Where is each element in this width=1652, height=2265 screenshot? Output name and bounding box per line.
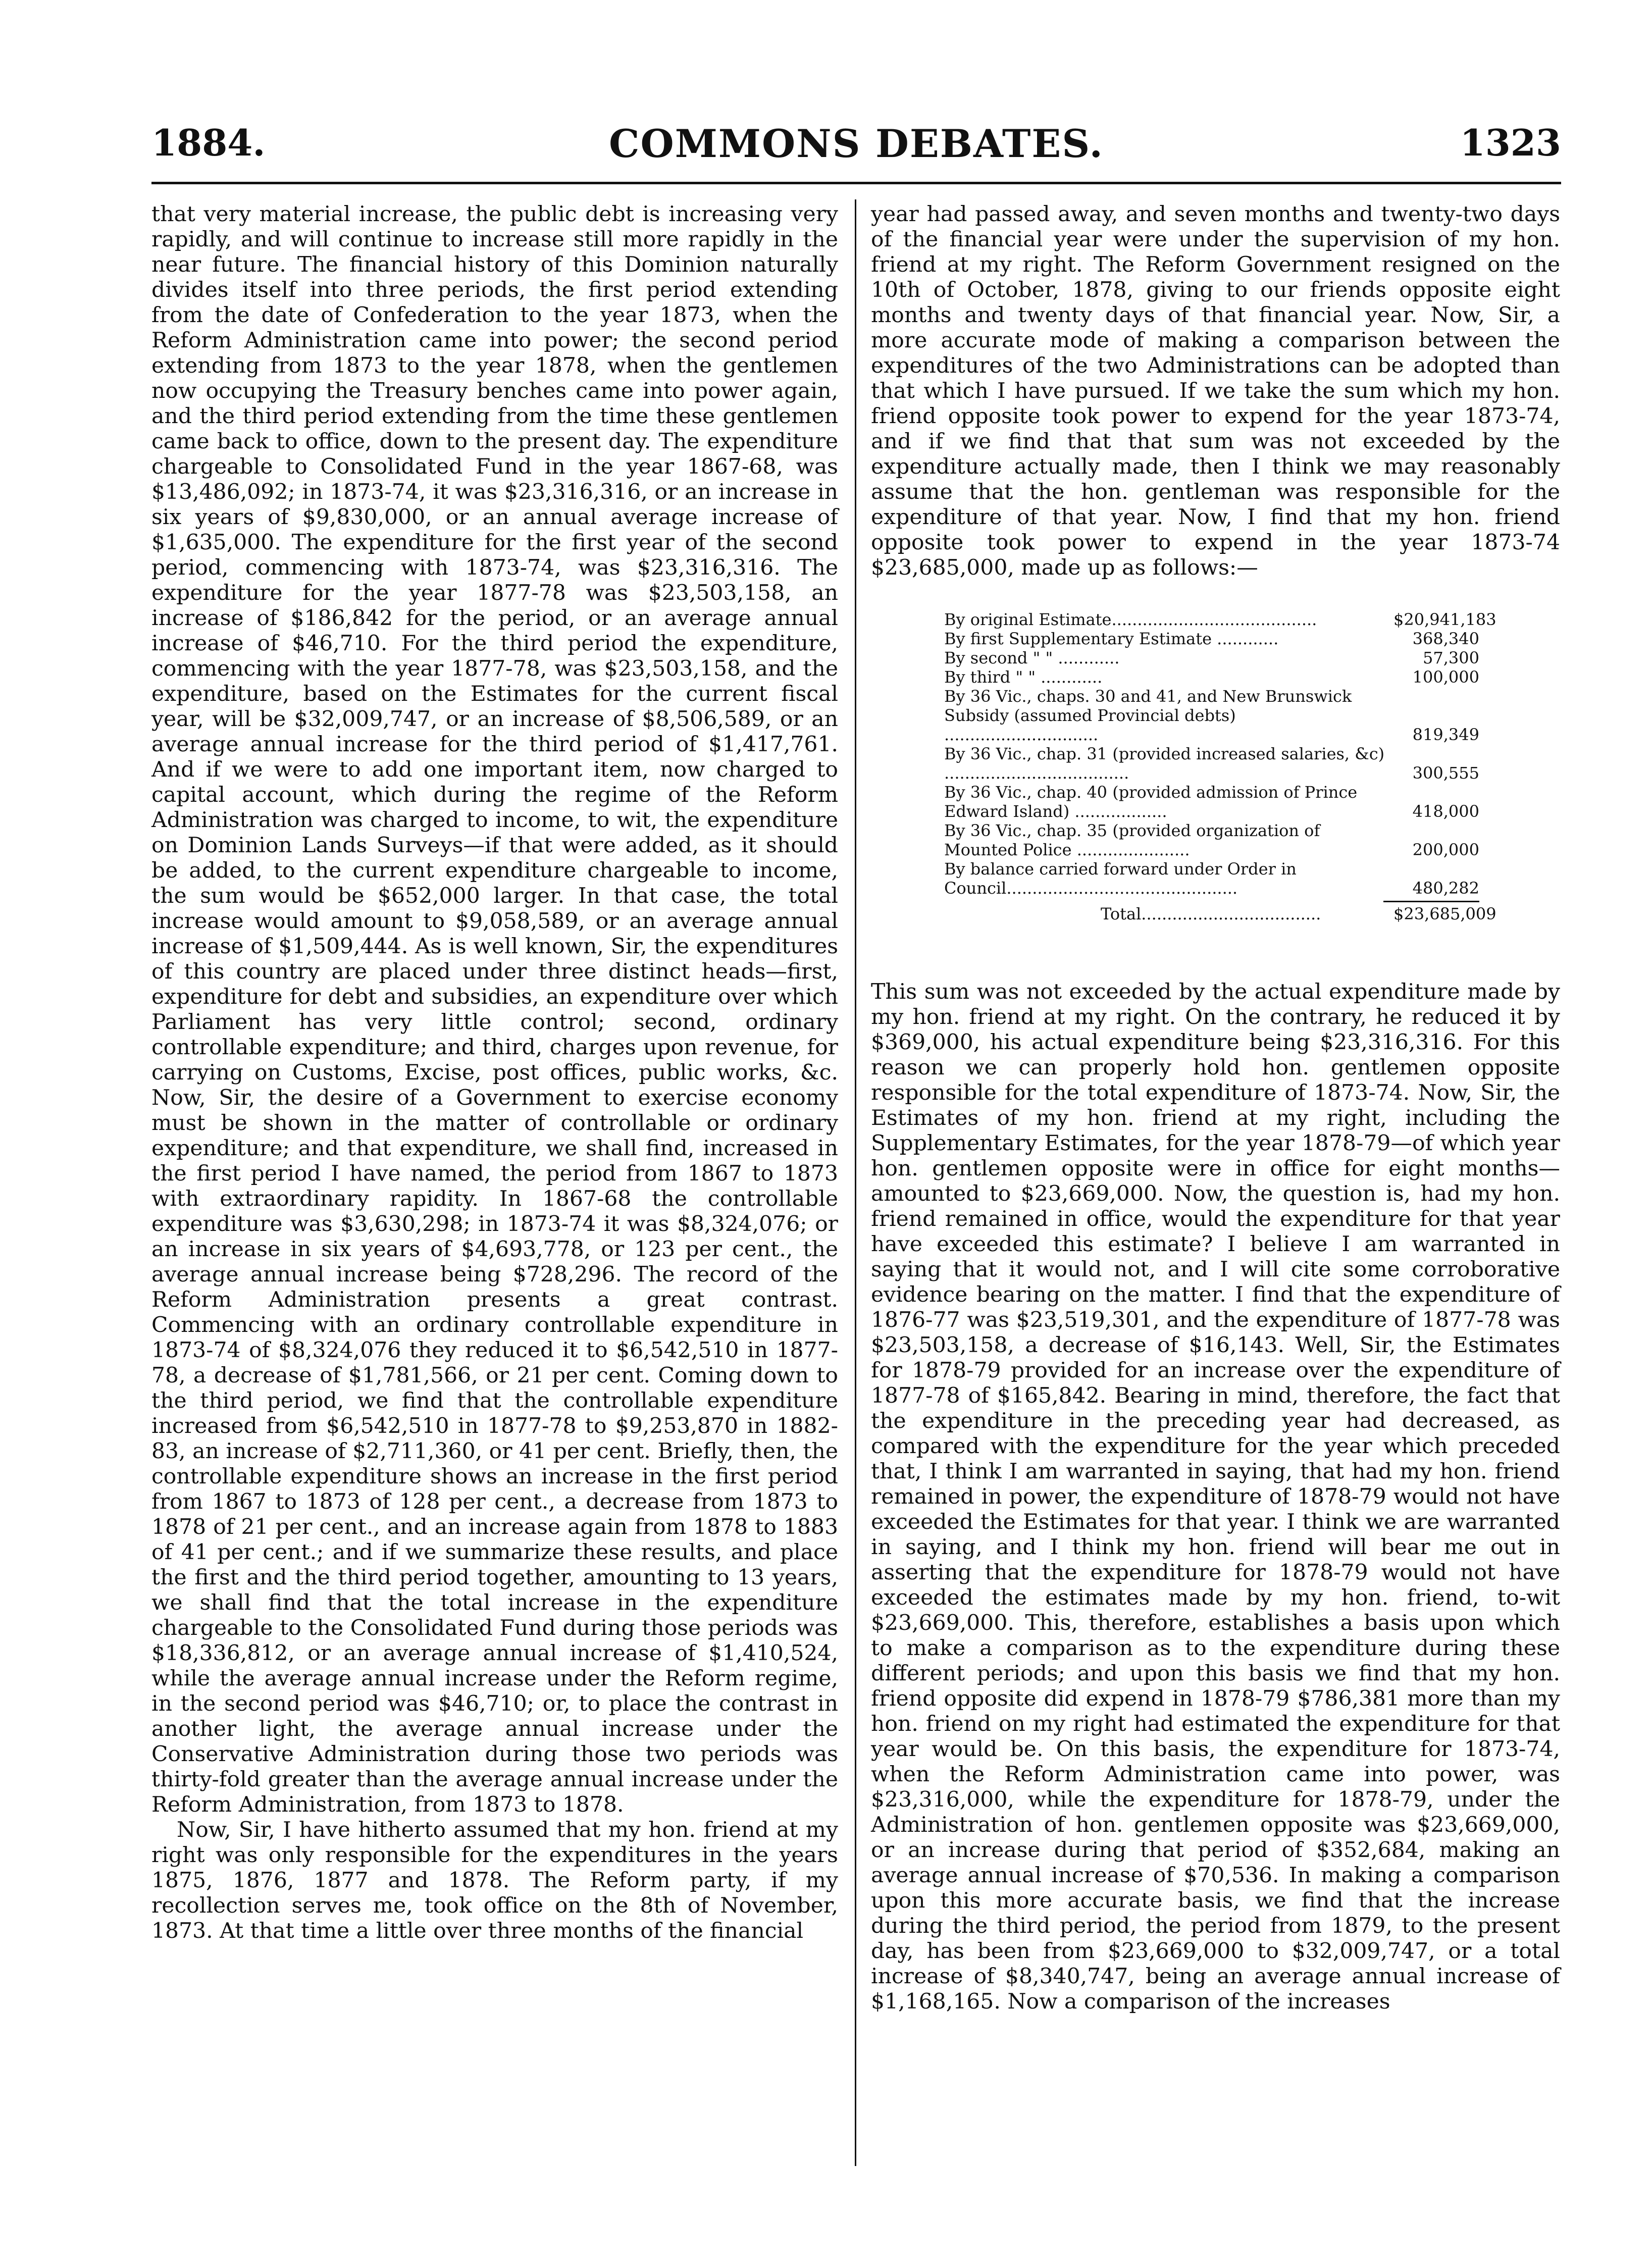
row-label: By 36 Vic., chap. 40 (provided admission of Prince Edward Island) .................. [944,783,1358,821]
column-divider [855,199,856,2166]
header-year: 1884. [151,121,266,164]
row-amount: 418,000 [1412,802,1479,821]
row-amount: 819,349 [1412,725,1479,744]
header-title: COMMONS DEBATES. [609,121,1104,166]
row-amount: 100,000 [1412,667,1479,687]
right-column-top [871,202,1560,581]
right-paragraph-1: year had passed away, and seven months and twenty-two days of the financial year were under the supervision of my hon. friend at my right. The Reform Government resigned on the 10th of October, 1878, giving to our friends opposite eight months and twenty days of that financial year. Now, Sir, a more accurate mode of making a comparison between the expenditures of the two Administrations can be adopted than that which I have pursued. If we take the sum which my hon. friend opposite took power to expend for the year 1873-74, and if we find that that sum was not exceeded by the expenditure actually made, then I think we may reasonably assume that the hon. gentleman was responsible for the expenditure of that year. Now, I find that my hon. friend opposite took power to expend in the year 1873-74 $23,685,000, made up as follows:— [871,202,1560,580]
total-amount: $23,685,009 [1393,904,1496,923]
row-label: By original Estimate........................................ [944,610,1317,629]
right-paragraph-2: This sum was not exceeded by the actual expenditure made by my hon. friend at my right. On the contrary, he reduced it by $369,000, his actual expenditure being $23,316,316. For this reason we can properly hold hon. gentlemen opposite responsible for the total expenditure of 1873-74. Now, Sir, the Estimates of my hon. friend at my right, including the Supplementary Estimates, for the year 1878-79—of which year hon. gentlemen opposite were in office for eight months—amounted to $23,669,000. Now, the question is, had my hon. friend remained in office, would the expenditure for that year have exceeded this estimate? I believe I am warranted in saying that it would not, and I will cite some corroborative evidence bearing on the matter. I find that the expenditure of 1876-77 was $23,519,301, and the expenditure of 1877-78 was $23,503,158, a decrease of $16,143. Well, Sir, the Estimates for 1878-79 provided for an increase over the expenditure of 1877-78 of $165,842. Bearing in mind, therefore, the fact that the expenditure in the preceding year had decreased, as compared with the expenditure for the year which preceded that, I think I am warranted in saying, that had my hon. friend remained in power, the expenditure of 1878-79 would not have exceeded the Estimates for that year. I think we are warranted in saying, and I think my hon. friend will bear me out in asserting that the expenditure for 1878-79 would not have exceeded the estimates made by my hon. friend, to-wit $23,669,000. This, therefore, establishes a basis upon which to make a comparison as to the expenditure during these different periods; and upon this basis we find that my hon. friend opposite did expend in 1878-79 $786,381 more than my hon. friend on my right had estimated the expenditure for that year would be. On this basis, the expenditure for 1873-74, when the Reform Administration came into power, was $23,316,000, while the expenditure for 1878-79, under the Administration of hon. gentlemen opposite was $23,669,000, or an increase during that period of $352,684, making an average annual increase of $70,536. In making a comparison upon this more accurate basis, we find that the increase during the third period, the period from 1879, to the present day, has been from $23,669,000 to $32,009,747, or a total increase of $8,340,747, being an average annual increase of $1,168,165. Now a comparison of the increases [871,980,1560,2014]
row-label: By first Supplementary Estimate ............ [944,629,1279,648]
total-rule [1383,901,1479,902]
row-label: By balance carried forward under Order in Council............................................. [944,859,1297,898]
header-page-number: 1323 [1460,121,1561,164]
row-amount: 300,555 [1412,763,1479,783]
table-row [944,821,1479,859]
table-row [944,744,1479,783]
table-total-row [944,904,1496,923]
table-row [944,783,1479,821]
row-amount: 57,300 [1423,648,1479,667]
row-label: By 36 Vic., chap. 35 (provided organization of Mounted Police ...................... [944,821,1320,859]
table-row [944,687,1479,744]
table-row [944,610,1496,629]
table-row [944,859,1479,898]
row-amount: $20,941,183 [1393,610,1496,629]
estimate-table [944,610,1496,923]
row-label: By 36 Vic., chap. 31 (provided increased salaries, &c) .................................... [944,744,1385,783]
left-column [151,202,838,1944]
row-amount: 200,000 [1412,840,1479,859]
table-row [944,648,1479,667]
row-label: By second " " ............ [944,648,1120,667]
total-label: Total................................... [1101,904,1321,923]
row-amount: 480,282 [1412,879,1479,898]
row-amount: 368,340 [1412,629,1479,648]
page-header [151,121,1561,177]
left-paragraph-2: Now, Sir, I have hitherto assumed that my hon. friend at my right was only responsible for the expenditures in the years 1875, 1876, 1877 and 1878. The Reform party, if my recollection serves me, took office on the 8th of November, 1873. At that time a little over three months of the financial [151,1818,838,1943]
table-row [944,667,1479,687]
row-label: By 36 Vic., chaps. 30 and 41, and New Brunswick Subsidy (assumed Provincial debts) .............................. [944,687,1352,744]
row-label: By third " " ............ [944,667,1103,687]
right-column-bottom [871,980,1560,2015]
left-paragraph-1: that very material increase, the public debt is increasing very rapidly, and will continue to increase still more rapidly in the near future. The financial history of this Dominion naturally divides itself into three periods, the first period extending from the date of Confederation to the year 1873, when the Reform Administration came into power; the second period extending from 1873 to the year 1878, when the gentlemen now occupying the Treasury benches came into power again, and the third period extending from the time these gentlemen came back to office, down to the present day. The expenditure chargeable to Consolidated Fund in the year 1867-68, was $13,486,092; in 1873-74, it was $23,316,316, or an increase in six years of $9,830,000, or an annual average increase of $1,635,000. The expenditure for the first year of the second period, commencing with 1873-74, was $23,316,316. The expenditure for the year 1877-78 was $23,503,158, an increase of $186,842 for the period, or an average annual increase of $46,710. For the third period the expenditure, commencing with the year 1877-78, was $23,503,158, and the expenditure, based on the Estimates for the current fiscal year, will be $32,009,747, or an increase of $8,506,589, or an average annual increase for the third period of $1,417,761. And if we were to add one important item, now charged to capital account, which during the regime of the Reform Administration was charged to income, to wit, the expenditure on Dominion Lands Surveys—if that were added, as it should be added, to the current expenditure chargeable to income, the sum would be $652,000 larger. In that case, the total increase would amount to $9,058,589, or an average annual increase of $1,509,444. As is well known, Sir, the expenditures of this country are placed under three distinct heads—first, expenditure for debt and subsidies, an expenditure over which Parliament has very little control; second, ordinary controllable expenditure; and third, charges upon revenue, for carrying on Customs, Excise, post offices, public works, &c. Now, Sir, the desire of a Government to exercise economy must be shown in the matter of controllable or ordinary expenditure; and that expenditure, we shall find, increased in the first period I have named, the period from 1867 to 1873 with extraordinary rapidity. In 1867-68 the controllable expenditure was $3,630,298; in 1873-74 it was $8,324,076; or an increase in six years of $4,693,778, or 123 per cent., the average annual increase being $728,296. The record of the Reform Administration presents a great contrast. Commencing with an ordinary controllable expenditure in 1873-74 of $8,324,076 they reduced it to $6,542,510 in 1877-78, a decrease of $1,781,566, or 21 per cent. Coming down to the third period, we find that the controllable expenditure increased from $6,542,510 in 1877-78 to $9,253,870 in 1882-83, an increase of $2,711,360, or 41 per cent. Briefly, then, the controllable expenditure shows an increase in the first period from 1867 to 1873 of 128 per cent., a decrease from 1873 to 1878 of 21 per cent., and an increase again from 1878 to 1883 of 41 per cent.; and if we summarize these results, and place the first and the third period together, amounting to 13 years, we shall find that the total increase in the expenditure chargeable to the Consolidated Fund during those periods was $18,336,812, or an average annual increase of $1,410,524, while the average annual increase under the Reform regime, in the second period was $46,710; or, to place the contrast in another light, the average annual increase under the Conservative Administration during those two periods was thirty-fold greater than the average annual increase under the Reform Administration, from 1873 to 1878. [151,202,838,1817]
header-rule [151,182,1561,184]
table-row [944,629,1479,648]
